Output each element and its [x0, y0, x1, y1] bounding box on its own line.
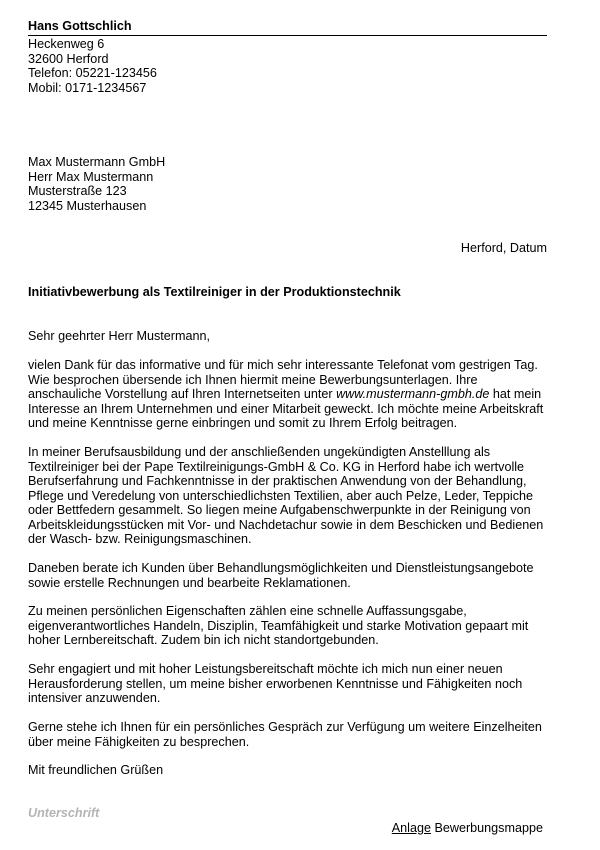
place-date: Herford, Datum — [460, 241, 547, 255]
sender-address — [28, 37, 157, 95]
paragraph-qualities: Zu meinen persönlichen Eigenschaften zählen eine schnelle Auffassungsgabe, eigenverantwortliches Handeln, Disziplin, Teamfähigkeit und starke Motivation gepaart mit hoher Lernbereitschaft. Zudem bin ich nicht standortgebunden. — [28, 604, 529, 647]
paragraph-interview: Gerne stehe ich Ihnen für ein persönliches Gespräch zur Verfügung um weitere Einzelheiten über meine Fähigkeiten zu besprechen. — [28, 720, 542, 749]
recipient-company: Max Mustermann GmbH — [28, 155, 166, 169]
recipient-street: Musterstraße 123 — [28, 184, 127, 198]
sender-phone: Telefon: 05221-123456 — [28, 66, 157, 80]
recipient-address — [28, 155, 165, 213]
sender-street: Heckenweg 6 — [28, 37, 105, 51]
sender-name: Hans Gottschlich — [28, 18, 547, 36]
signature-placeholder: Unterschrift — [28, 806, 100, 820]
paragraph-services: Daneben berate ich Kunden über Behandlungsmöglichkeiten und Dienstleistungsangebote sowie erstelle Rechnungen und bearbeite Reklamationen. — [28, 561, 534, 590]
paragraph-experience: In meiner Berufsausbildung und der anschließenden ungekündigten Anstelllung als Textilreiniger bei der Pape Textilreinigungs-GmbH & Co. KG in Herford habe ich wertvolle Berufserfahrung und Fachkenntnisse in der praktischen Anwendung von der Behandlung, Pflege und Veredelung von unterschiedlichsten Textilien, aber auch Pelze, Leder, Teppiche oder Bettfedern gesammelt. So liegen meine Aufgabenschwerpunkte in der Reinigung von Arbeitskleidungsstücken mit Vor- und Nachdetachur sowie in dem Beschicken und Bedienen der Wasch- bzw. Reinigungsmaschinen. — [28, 445, 544, 546]
paragraph-motivation: Sehr engagiert und mit hoher Leistungsbereitschaft möchte ich mich nun einer neuen Herausforderung stellen, um meine bisher erworbenen Kenntnisse und Fähigkeiten noch intensiver anzuwenden. — [28, 662, 523, 705]
letter-page — [28, 0, 547, 850]
sender-mobile: Mobil: 0171-1234567 — [28, 80, 147, 95]
enclosure-label: Anlage — [391, 821, 431, 835]
salutation: Sehr geehrter Herr Mustermann, — [28, 329, 210, 343]
sender-city: 32600 Herford — [28, 51, 109, 66]
recipient-city: 12345 Musterhausen — [28, 198, 147, 213]
enclosure-note — [392, 821, 543, 836]
paragraph-intro — [28, 358, 550, 431]
closing-phrase: Mit freundlichen Grüßen — [28, 763, 164, 777]
enclosure-text: Bewerbungsmappe — [434, 821, 543, 835]
company-website-link[interactable]: www.mustermann-gmbh.de — [336, 387, 490, 401]
recipient-person: Herr Max Mustermann — [28, 169, 154, 184]
paragraph-intro-text-end: hat mein Interesse an Ihrem Unternehmen und einer Mitarbeit geweckt. Ich möchte meine Arbeitskraft und meine Kenntnisse gerne einbringen und somit zu Ihrem Erfolg beitragen. — [28, 387, 544, 430]
paragraph-intro-text-start: vielen Dank für das informative und für mich sehr interessante Telefonat vom gestrigen Tag. Wie besprochen übersende ich Ihnen hiermit meine Bewerbungsunterlagen. Ihre anschauliche Vorstellung auf Ihren Internetseiten unter — [28, 358, 538, 401]
letter-subject: Initiativbewerbung als Textilreiniger in der Produktionstechnik — [28, 285, 401, 299]
